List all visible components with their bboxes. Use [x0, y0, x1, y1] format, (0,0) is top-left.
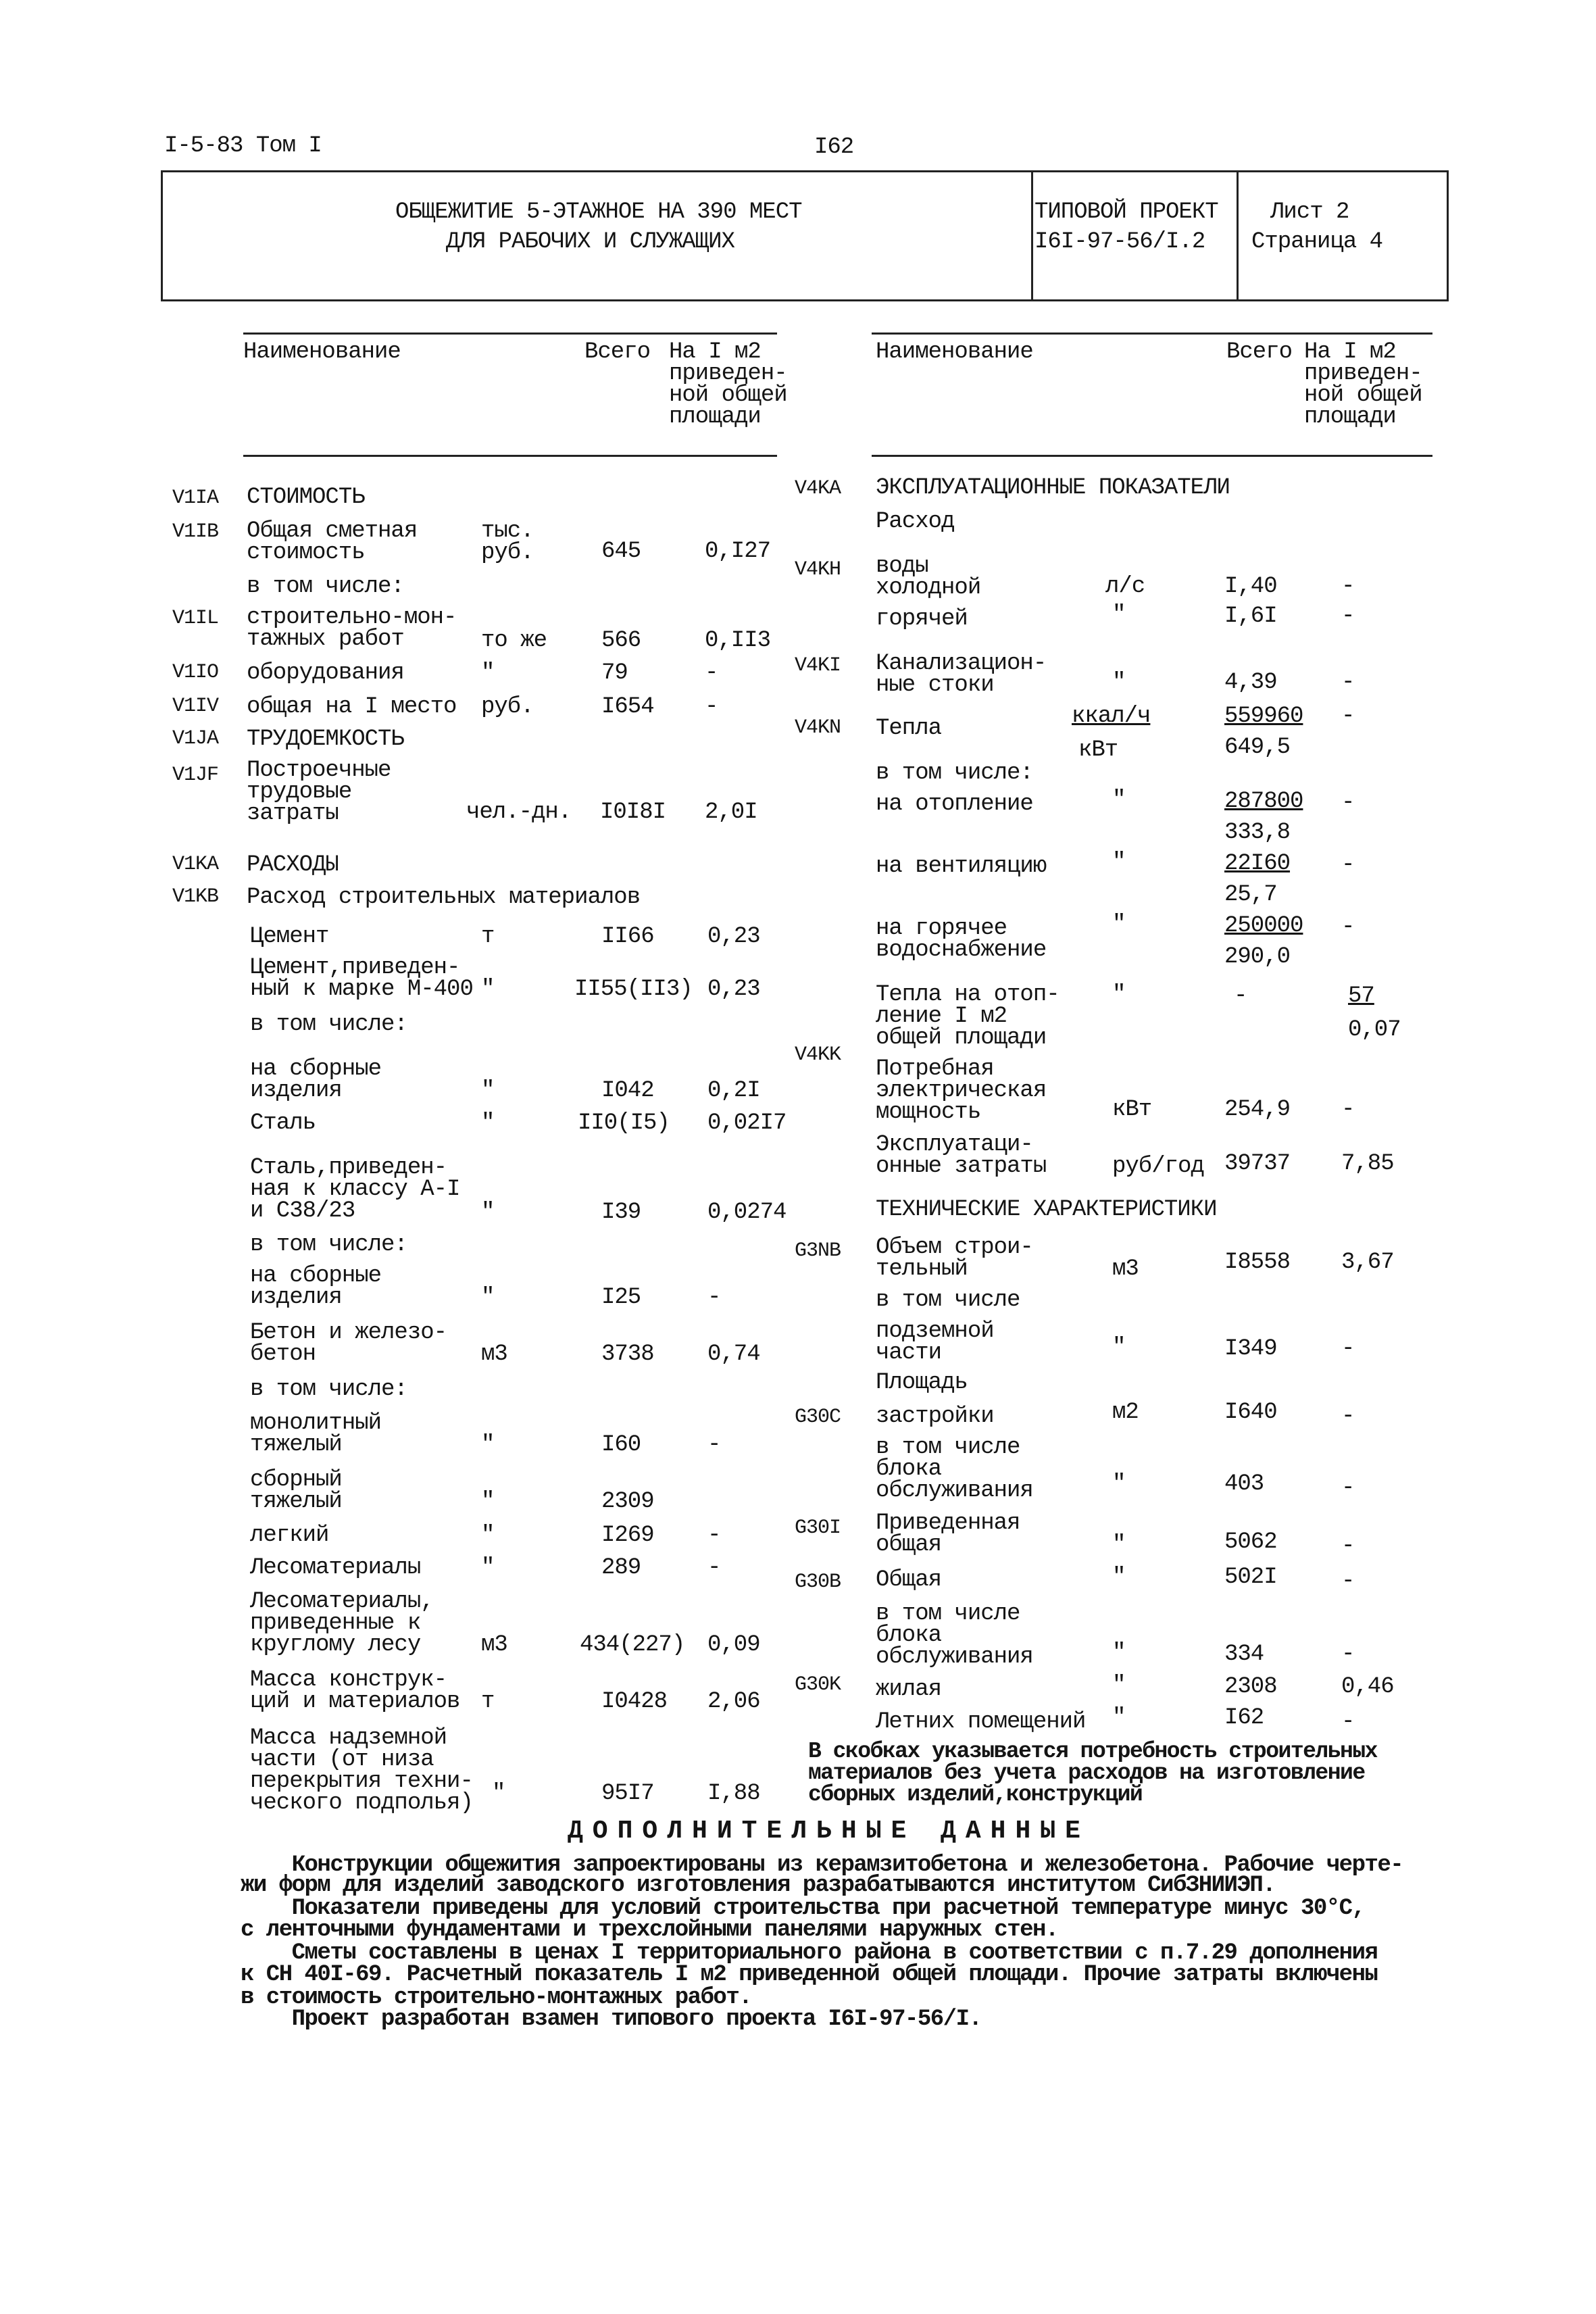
row-total: 403: [1224, 1471, 1264, 1497]
row-total: I269: [601, 1523, 654, 1548]
row-total: II66: [601, 924, 654, 950]
row-name: Лесоматериалы, приведенные к круглому лесу: [250, 1589, 434, 1658]
row-name: горячей: [876, 606, 968, 632]
row-unit: м3: [481, 1341, 507, 1367]
row-total: I654: [601, 694, 654, 720]
row-code: V1JA: [172, 727, 219, 750]
title-line-2: ДЛЯ РАБОЧИХ И СЛУЖАЩИХ: [446, 229, 734, 255]
row-name: Летних помещений: [876, 1709, 1086, 1735]
right-header-name: Наименование: [876, 339, 1033, 365]
right-header-per-m2: На I м2 приведен- ной общей площади: [1304, 339, 1422, 430]
row-code: V1KB: [172, 885, 219, 908]
row-total: II0(I5): [578, 1110, 670, 1136]
row-per-m2: -: [1341, 604, 1355, 629]
row-per-m2: -: [1341, 1709, 1355, 1735]
row-name: Общая сметная стоимость: [247, 518, 418, 566]
row-name: Цемент,приведен- ный к марке М-400: [250, 955, 473, 1002]
row-name: в том числе:: [250, 1377, 407, 1402]
row-total: I8558: [1224, 1250, 1291, 1275]
row-per-m2: -: [705, 694, 718, 720]
row-name: Приведенная общая: [876, 1510, 1020, 1558]
row-unit: то же: [481, 628, 547, 654]
left-header-per-m2: На I м2 приведен- ной общей площади: [669, 339, 787, 430]
row-total: 254,9: [1224, 1097, 1291, 1123]
row-per-m2: -: [707, 1555, 721, 1581]
row-unit: ": [1112, 1705, 1126, 1731]
row-name: застройки: [876, 1404, 994, 1429]
page-number: I62: [814, 134, 854, 160]
row-unit: ": [1112, 1335, 1126, 1360]
row-code: V1IO: [172, 661, 219, 684]
row-code: G3NB: [795, 1239, 841, 1262]
row-name: на горячее водоснабжение: [876, 916, 1047, 963]
row-name: воды холодной: [876, 553, 981, 601]
row-name: в том числе:: [250, 1012, 407, 1037]
row-per-m2: 3,67: [1341, 1250, 1394, 1275]
row-name: Масса надземной части (от низа перекрытия техни- ческого подполья): [250, 1725, 473, 1816]
additional-line: Конструкции общежития запроектированы из керамзитобетона и железобетона. Рабочие черте-: [241, 1852, 1403, 1878]
row-total: 79: [601, 660, 628, 686]
row-total: 334: [1224, 1642, 1264, 1667]
row-name: Площадь: [876, 1370, 968, 1396]
row-name: в том числе:: [876, 760, 1033, 786]
row-per-m2: 0,23: [707, 924, 760, 950]
row-name: Объем строи- тельный: [876, 1235, 1033, 1282]
row-total: 502I: [1224, 1565, 1277, 1590]
row-unit: т: [481, 924, 495, 950]
row-name: СТОИМОСТЬ: [247, 485, 365, 510]
row-name: на сборные изделия: [250, 1056, 382, 1104]
title-divider-2: [1237, 170, 1239, 299]
row-total: 287800: [1224, 789, 1303, 814]
left-header-total: Всего: [584, 339, 651, 365]
row-total: I640: [1224, 1400, 1277, 1425]
row-unit: ": [481, 1555, 495, 1581]
row-total: I39: [601, 1200, 641, 1225]
row-name: оборудования: [247, 660, 404, 686]
row-total: -: [1234, 983, 1247, 1009]
row-per-m2: -: [1341, 1475, 1355, 1501]
row-name: в том числе блока обслуживания: [876, 1435, 1033, 1504]
row-unit-secondary: кВт: [1078, 737, 1118, 763]
row-code: G30C: [795, 1406, 841, 1429]
row-code: V1KA: [172, 853, 219, 876]
row-code: V4KN: [795, 716, 841, 739]
row-name: Тепла на отоп- ление I м2 общей площади: [876, 982, 1059, 1051]
row-name: подземной части: [876, 1319, 994, 1366]
right-header-total: Всего: [1226, 339, 1293, 365]
row-total: 2308: [1224, 1674, 1277, 1700]
row-total-secondary: 290,0: [1224, 944, 1291, 970]
row-unit: ": [481, 660, 495, 686]
row-code: V1IA: [172, 487, 219, 510]
row-per-m2: -: [1341, 1404, 1355, 1429]
row-total-secondary: 649,5: [1224, 735, 1291, 760]
row-total-secondary: 333,8: [1224, 820, 1291, 845]
left-header-name: Наименование: [243, 339, 401, 365]
row-unit: ": [1112, 1471, 1126, 1497]
row-per-m2: 0,2I: [707, 1078, 760, 1104]
row-unit: ": [481, 1110, 495, 1136]
row-unit: ": [481, 1432, 495, 1458]
row-total: 95I7: [601, 1781, 654, 1806]
row-name: Тепла: [876, 716, 942, 741]
row-unit: ": [481, 977, 495, 1002]
additional-heading: ДОПОЛНИТЕЛЬНЫЕ ДАННЫЕ: [568, 1817, 1090, 1846]
row-code: V1IL: [172, 607, 219, 630]
row-unit: ": [1112, 912, 1126, 937]
row-total: I,6I: [1224, 604, 1277, 629]
row-name: Расход: [876, 509, 955, 535]
additional-line: Сметы составлены в ценах I территориального района в соответствии с п.7.29 дополнения: [241, 1940, 1378, 1966]
row-per-m2: 2,06: [707, 1689, 760, 1715]
row-name: в том числе:: [247, 574, 404, 599]
row-per-m2: -: [707, 1432, 721, 1458]
row-per-m2: -: [1341, 670, 1355, 695]
row-total: 645: [601, 539, 641, 564]
row-total: 250000: [1224, 913, 1303, 939]
row-unit: м3: [1112, 1256, 1139, 1282]
row-per-m2: 0,09: [707, 1632, 760, 1658]
row-unit: ": [492, 1781, 505, 1806]
row-per-m2: 0,II3: [705, 628, 771, 654]
project-type: ТИПОВОЙ ПРОЕКТ: [1034, 199, 1218, 225]
parentheses-note: В скобках указывается потребность строительных материалов без учета расходов на изготовление сборных изделий,конструкций: [808, 1739, 1377, 1807]
row-per-m2: -: [705, 660, 718, 686]
row-per-m2: -: [1341, 1642, 1355, 1667]
row-name: Построечные трудовые затраты: [247, 758, 391, 827]
row-name: Масса конструк- ций и материалов: [250, 1667, 460, 1715]
row-per-m2: 0,I27: [705, 539, 771, 564]
row-name: Лесоматериалы: [250, 1555, 421, 1581]
row-per-m2: -: [707, 1285, 721, 1310]
row-per-m2-secondary: 0,07: [1348, 1017, 1401, 1043]
additional-line: к СН 40I-69. Расчетный показатель I м2 приведенной общей площади. Прочие затраты включены: [241, 1962, 1378, 1988]
row-total-secondary: 25,7: [1224, 882, 1277, 908]
row-name: в том числе: [876, 1287, 1020, 1313]
row-unit: ": [1112, 1640, 1126, 1666]
row-total: I,40: [1224, 574, 1277, 599]
row-name: на сборные изделия: [250, 1263, 382, 1310]
row-per-m2: -: [707, 1523, 721, 1548]
row-name: Общая: [876, 1567, 942, 1593]
left-header-bottom-rule: [243, 455, 777, 457]
row-per-m2: 7,85: [1341, 1151, 1394, 1177]
row-code: G30K: [795, 1673, 841, 1696]
row-per-m2: 57: [1348, 983, 1374, 1009]
row-code: V1IV: [172, 695, 219, 718]
row-name: общая на I место: [247, 694, 457, 720]
row-total: I042: [601, 1078, 654, 1104]
row-unit: т: [481, 1689, 495, 1715]
row-name: Сталь: [250, 1110, 316, 1136]
row-name: Бетон и железо- бетон: [250, 1320, 447, 1367]
title-divider-1: [1031, 170, 1033, 299]
row-unit: л/с: [1105, 574, 1145, 599]
row-total: I0I8I: [600, 799, 666, 825]
row-total: I0428: [601, 1689, 668, 1715]
row-name: на отопление: [876, 791, 1033, 817]
row-name: РАСХОДЫ: [247, 852, 339, 878]
row-per-m2: I,88: [707, 1781, 760, 1806]
row-unit: ": [1112, 1673, 1126, 1698]
row-total: 559960: [1224, 704, 1303, 729]
row-unit: м3: [481, 1632, 507, 1658]
additional-line: в стоимость строительно-монтажных работ.: [241, 1985, 752, 2011]
row-name: легкий: [250, 1523, 329, 1548]
row-per-m2: -: [1341, 704, 1355, 729]
row-unit: ": [1112, 602, 1126, 628]
row-unit: руб.: [481, 694, 534, 720]
row-unit: ": [1112, 982, 1126, 1008]
row-code: V4KK: [795, 1043, 841, 1066]
sheet-number: Лист 2: [1270, 199, 1349, 225]
document-reference: I-5-83 Том I: [164, 133, 322, 159]
row-total: 289: [601, 1555, 641, 1581]
row-per-m2: -: [1341, 574, 1355, 599]
right-header-top-rule: [872, 333, 1432, 335]
row-code: G30B: [795, 1571, 841, 1594]
row-unit: тыс. руб.: [481, 518, 534, 566]
row-total: I349: [1224, 1336, 1277, 1362]
additional-line: жи форм для изделий заводского изготовления разрабатываются институтом СибЗНИИЭП.: [241, 1873, 1276, 1898]
row-per-m2: -: [1341, 1336, 1355, 1362]
row-unit: руб/год: [1112, 1154, 1204, 1179]
row-per-m2: -: [1341, 914, 1355, 940]
row-unit: ": [481, 1285, 495, 1310]
row-total: 434(227): [580, 1632, 685, 1658]
row-unit: м2: [1112, 1400, 1139, 1425]
row-code: V4KH: [795, 558, 841, 581]
row-per-m2: -: [1341, 1097, 1355, 1123]
row-total: I62: [1224, 1705, 1264, 1731]
row-unit: ": [1112, 1565, 1126, 1590]
row-unit: ккал/ч: [1072, 704, 1151, 729]
row-unit: ": [1112, 1532, 1126, 1558]
row-name: Сталь,приведен- ная к классу А-I и С38/23: [250, 1155, 460, 1224]
row-name: сборный тяжелый: [250, 1467, 342, 1515]
row-total: 2309: [601, 1489, 654, 1515]
row-name: жилая: [876, 1677, 942, 1702]
row-name: Эксплуатаци- онные затраты: [876, 1132, 1047, 1179]
row-per-m2: 0,0274: [707, 1200, 787, 1225]
right-header-bottom-rule: [872, 455, 1432, 457]
row-total: I60: [601, 1432, 641, 1458]
row-per-m2: 0,74: [707, 1341, 760, 1367]
row-per-m2: 0,02I7: [707, 1110, 787, 1136]
row-per-m2: -: [1341, 852, 1355, 878]
row-total: I25: [601, 1285, 641, 1310]
row-code: G30I: [795, 1517, 841, 1540]
row-name: ТРУДОЕМКОСТЬ: [247, 727, 404, 752]
row-total: 566: [601, 628, 641, 654]
row-name: ТЕХНИЧЕСКИЕ ХАРАКТЕРИСТИКИ: [876, 1197, 1217, 1223]
left-header-top-rule: [243, 333, 777, 335]
row-name: в том числе блока обслуживания: [876, 1601, 1033, 1670]
row-name: Канализацион- ные стоки: [876, 651, 1047, 698]
row-total: 4,39: [1224, 670, 1277, 695]
row-unit: ": [1112, 850, 1126, 875]
row-per-m2: -: [1341, 1569, 1355, 1594]
row-code: V1IB: [172, 520, 219, 543]
row-code: V4KI: [795, 654, 841, 677]
row-total: 3738: [601, 1341, 654, 1367]
row-unit: кВт: [1112, 1097, 1152, 1123]
row-unit: ": [481, 1200, 495, 1225]
row-name: Потребная электрическая мощность: [876, 1056, 1047, 1125]
row-per-m2: -: [1341, 790, 1355, 816]
row-per-m2: 0,23: [707, 977, 760, 1002]
row-unit: ": [481, 1523, 495, 1548]
row-code: V1JF: [172, 764, 219, 787]
row-unit: ": [1112, 670, 1126, 695]
page-in-sheet: Страница 4: [1251, 229, 1383, 255]
row-name: монолитный тяжелый: [250, 1410, 382, 1458]
row-unit: ": [481, 1078, 495, 1104]
row-per-m2: 0,46: [1341, 1674, 1394, 1700]
row-per-m2: 2,0I: [705, 799, 757, 825]
title-line-1: ОБЩЕЖИТИЕ 5-ЭТАЖНОЕ НА 390 МЕСТ: [395, 199, 802, 225]
row-total: 5062: [1224, 1529, 1277, 1555]
row-name: в том числе:: [250, 1232, 407, 1258]
row-unit: ": [481, 1489, 495, 1515]
row-code: V4KA: [795, 477, 841, 500]
row-total: 22I60: [1224, 851, 1291, 877]
row-unit: ": [1112, 787, 1126, 813]
row-name: на вентиляцию: [876, 854, 1047, 879]
row-per-m2: -: [1341, 1533, 1355, 1559]
additional-line: с ленточными фундаментами и трехслойными панелями наружных стен.: [241, 1917, 1058, 1943]
row-unit: чел.-дн.: [466, 799, 572, 825]
row-total: 39737: [1224, 1151, 1291, 1177]
row-name: ЭКСПЛУАТАЦИОННЫЕ ПОКАЗАТЕЛИ: [876, 475, 1230, 501]
additional-line: Проект разработан взамен типового проекта I6I-97-56/I.: [241, 2007, 982, 2032]
row-name: Расход строительных материалов: [247, 885, 641, 910]
project-number: I6I-97-56/I.2: [1034, 229, 1205, 255]
row-name: строительно-мон- тажных работ: [247, 605, 457, 652]
row-name: Цемент: [250, 924, 329, 950]
additional-line: Показатели приведены для условий строительства при расчетной температуре минус 30°С,: [241, 1896, 1365, 1921]
row-total: II55(II3): [574, 977, 693, 1002]
